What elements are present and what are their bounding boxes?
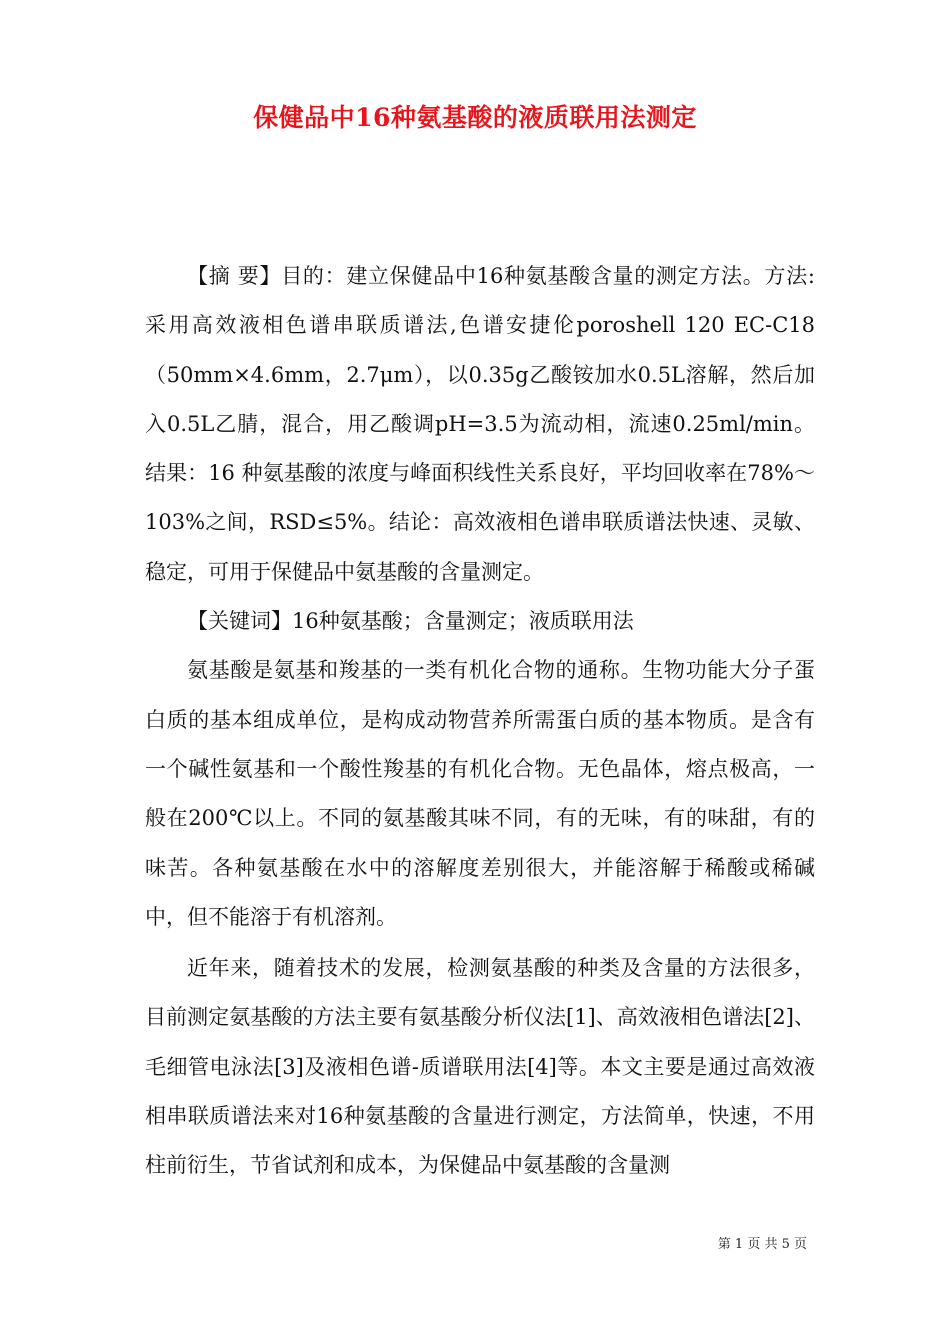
abstract-paragraph: 【摘 要】目的：建立保健品中16种氨基酸含量的测定方法。方法:采用高效液相色谱串联质谱法,色谱安捷伦poroshell 120 EC-C18（50mm×4.6mm，2.7μm），以0.35g乙酸铵加水0.5L溶解，然后加入0.5L乙腈，混合，用乙酸调pH=3.5为流动相，流速0.25ml/min。结果：16 种氨基酸的浓度与峰面积线性关系良好，平均回收率在78%～103%之间，RSD≤5%。结论：高效液相色谱串联质谱法快速、灵敏、稳定，可用于保健品中氨基酸的含量测定。 [145,264,815,584]
page-number: 第 1 页 共 5 页 [717,1237,807,1252]
document-title: 保健品中16种氨基酸的液质联用法测定 [253,103,697,132]
keywords-paragraph: 【关键词】16种氨基酸；含量测定；液质联用法 [187,609,634,634]
intro-paragraph: 氨基酸是氨基和羧基的一类有机化合物的通称。生物功能大分子蛋白质的基本组成单位，是构成动物营养所需蛋白质的基本物质。是含有一个碱性氨基和一个酸性羧基的有机化合物。无色晶体，熔点极高，一般在200℃以上。不同的氨基酸其味不同，有的无味，有的味甜，有的味苦。各种氨基酸在水中的溶解度差别很大，并能溶解于稀酸或稀碱中，但不能溶于有机溶剂。 [145,658,815,929]
document-body [145,252,815,1191]
background-paragraph: 近年来，随着技术的发展，检测氨基酸的种类及含量的方法很多，目前测定氨基酸的方法主要有氨基酸分析仪法[1]、高效液相色谱法[2]、毛细管电泳法[3]及液相色谱-质谱联用法[4]等。本文主要是通过高效液相串联质谱法来对16种氨基酸的含量进行测定，方法简单，快速，不用柱前衍生，节省试剂和成本，为保健品中氨基酸的含量测 [145,956,815,1178]
